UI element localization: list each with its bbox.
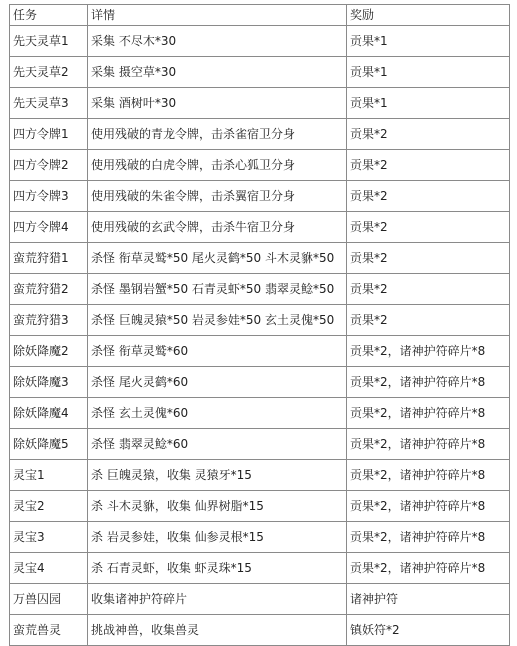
task-cell: 四方令牌3	[10, 181, 88, 212]
detail-cell: 杀怪 玄土灵傀*60	[88, 398, 347, 429]
task-cell: 蛮荒狩猎2	[10, 274, 88, 305]
table-row	[10, 57, 510, 88]
reward-cell: 贡果*2	[347, 119, 510, 150]
task-cell: 灵宝1	[10, 460, 88, 491]
table-row	[10, 460, 510, 491]
detail-cell: 杀怪 衔草灵鹫*60	[88, 336, 347, 367]
reward-cell: 贡果*2，诸神护符碎片*8	[347, 491, 510, 522]
task-cell: 除妖降魔4	[10, 398, 88, 429]
task-cell: 蛮荒兽灵	[10, 615, 88, 646]
task-cell: 灵宝4	[10, 553, 88, 584]
reward-cell: 贡果*2	[347, 212, 510, 243]
reward-cell: 贡果*2，诸神护符碎片*8	[347, 398, 510, 429]
table-row	[10, 150, 510, 181]
detail-cell: 挑战神兽，收集兽灵	[88, 615, 347, 646]
task-cell: 除妖降魔5	[10, 429, 88, 460]
table-row	[10, 26, 510, 57]
table-row	[10, 119, 510, 150]
task-cell: 四方令牌2	[10, 150, 88, 181]
table-row	[10, 305, 510, 336]
task-cell: 四方令牌1	[10, 119, 88, 150]
reward-cell: 贡果*1	[347, 26, 510, 57]
table-row	[10, 367, 510, 398]
reward-cell: 贡果*2，诸神护符碎片*8	[347, 429, 510, 460]
task-cell: 除妖降魔2	[10, 336, 88, 367]
detail-cell: 收集诸神护符碎片	[88, 584, 347, 615]
detail-cell: 使用残破的玄武令牌，击杀牛宿卫分身	[88, 212, 347, 243]
detail-cell: 使用残破的朱雀令牌，击杀翼宿卫分身	[88, 181, 347, 212]
reward-cell: 贡果*2，诸神护符碎片*8	[347, 553, 510, 584]
table-row	[10, 491, 510, 522]
header-task: 任务	[10, 5, 88, 26]
reward-cell: 贡果*2，诸神护符碎片*8	[347, 367, 510, 398]
reward-cell: 贡果*2，诸神护符碎片*8	[347, 336, 510, 367]
reward-cell: 贡果*2，诸神护符碎片*8	[347, 460, 510, 491]
table-row	[10, 336, 510, 367]
table-row	[10, 181, 510, 212]
detail-cell: 使用残破的白虎令牌，击杀心狐卫分身	[88, 150, 347, 181]
task-cell: 除妖降魔3	[10, 367, 88, 398]
table-row	[10, 398, 510, 429]
table-row	[10, 88, 510, 119]
detail-cell: 采集 不尽木*30	[88, 26, 347, 57]
detail-cell: 杀怪 尾火灵鹤*60	[88, 367, 347, 398]
detail-cell: 杀怪 巨魄灵猿*50 岩灵参娃*50 玄土灵傀*50	[88, 305, 347, 336]
table-row	[10, 429, 510, 460]
header-reward: 奖励	[347, 5, 510, 26]
table-row	[10, 212, 510, 243]
task-table-container	[9, 4, 509, 646]
detail-cell: 杀 岩灵参娃，收集 仙参灵根*15	[88, 522, 347, 553]
task-cell: 蛮荒狩猎1	[10, 243, 88, 274]
table-row	[10, 615, 510, 646]
detail-cell: 使用残破的青龙令牌，击杀雀宿卫分身	[88, 119, 347, 150]
detail-cell: 杀 巨魄灵猿，收集 灵猿牙*15	[88, 460, 347, 491]
table-row	[10, 274, 510, 305]
reward-cell: 贡果*1	[347, 88, 510, 119]
table-header-row	[10, 5, 510, 26]
table-row	[10, 553, 510, 584]
detail-cell: 采集 酒树叶*30	[88, 88, 347, 119]
task-cell: 灵宝3	[10, 522, 88, 553]
reward-cell: 贡果*2	[347, 274, 510, 305]
task-cell: 先天灵草3	[10, 88, 88, 119]
task-cell: 先天灵草1	[10, 26, 88, 57]
detail-cell: 杀怪 衔草灵鹫*50 尾火灵鹤*50 斗木灵貅*50	[88, 243, 347, 274]
reward-cell: 贡果*2	[347, 243, 510, 274]
header-detail: 详情	[88, 5, 347, 26]
task-cell: 蛮荒狩猎3	[10, 305, 88, 336]
task-cell: 灵宝2	[10, 491, 88, 522]
task-cell: 四方令牌4	[10, 212, 88, 243]
reward-cell: 镇妖符*2	[347, 615, 510, 646]
task-table	[9, 4, 510, 646]
reward-cell: 贡果*1	[347, 57, 510, 88]
table-body	[10, 26, 510, 646]
detail-cell: 杀 石青灵虾，收集 虾灵珠*15	[88, 553, 347, 584]
table-row	[10, 584, 510, 615]
detail-cell: 杀 斗木灵貅，收集 仙界树脂*15	[88, 491, 347, 522]
reward-cell: 贡果*2	[347, 181, 510, 212]
table-row	[10, 243, 510, 274]
detail-cell: 杀怪 墨钢岩蟹*50 石青灵虾*50 翡翠灵鲶*50	[88, 274, 347, 305]
reward-cell: 贡果*2，诸神护符碎片*8	[347, 522, 510, 553]
table-row	[10, 522, 510, 553]
detail-cell: 杀怪 翡翠灵鲶*60	[88, 429, 347, 460]
reward-cell: 贡果*2	[347, 150, 510, 181]
task-cell: 万兽囚园	[10, 584, 88, 615]
reward-cell: 贡果*2	[347, 305, 510, 336]
reward-cell: 诸神护符	[347, 584, 510, 615]
detail-cell: 采集 摄空草*30	[88, 57, 347, 88]
task-cell: 先天灵草2	[10, 57, 88, 88]
